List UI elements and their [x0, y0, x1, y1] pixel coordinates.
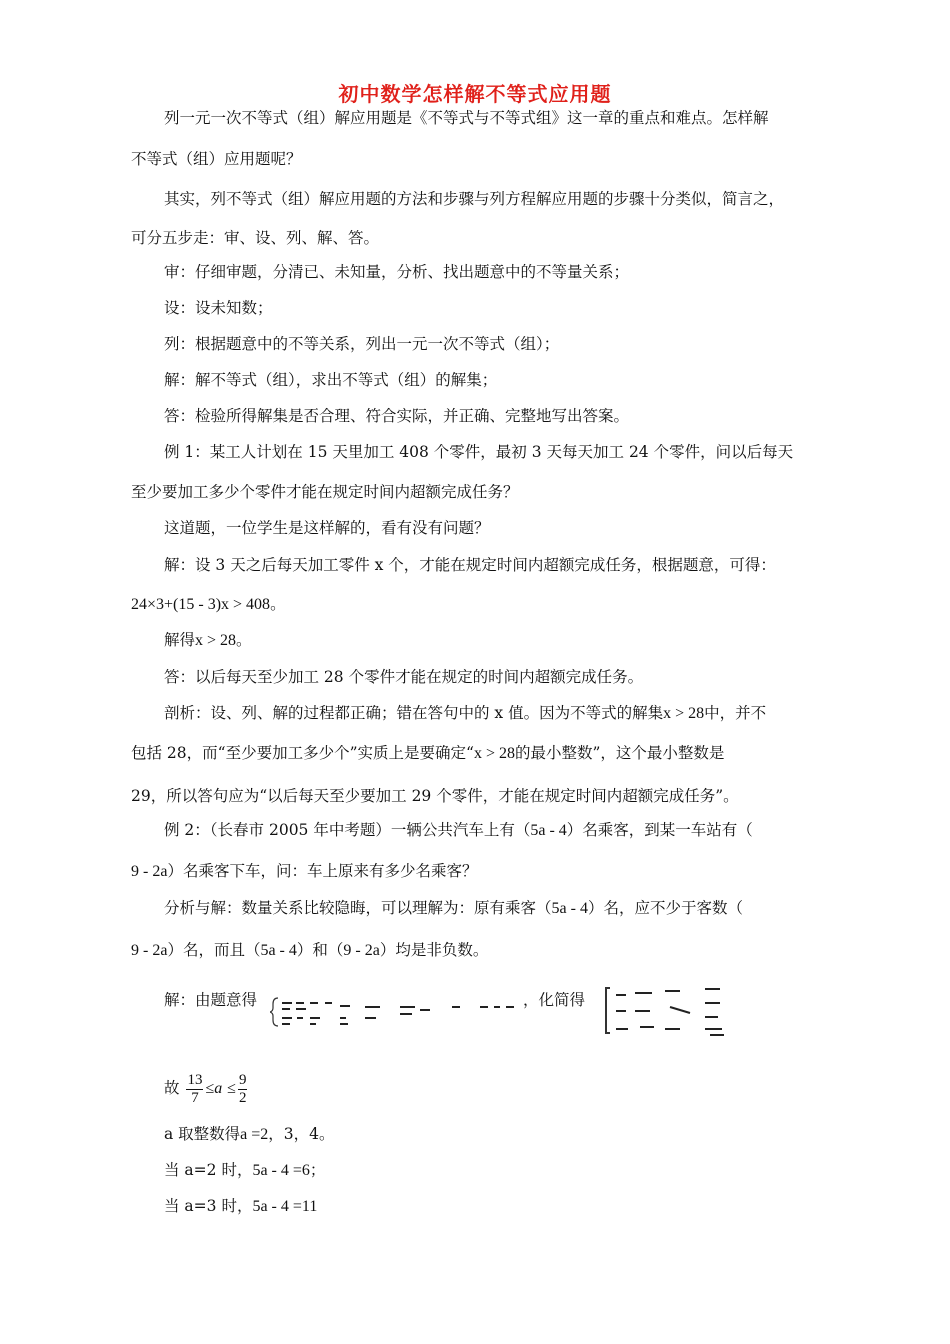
step-lie: 列：根据题意中的不等关系，列出一元一次不等式（组）；	[164, 335, 560, 353]
example1-analysis-text-a: 剖析：设、列、解的过程都正确；错在答句中的 x 值。因为不等式的解集	[164, 704, 664, 722]
example1-analysis-text-b: 中，并不	[704, 704, 767, 722]
variable-a: a	[214, 1080, 223, 1097]
example2-l4-math-3: 9 - 2a	[343, 942, 380, 959]
example2-l4-math-1: 9 - 2a	[131, 942, 168, 959]
example1-solved-end: 。	[236, 631, 252, 649]
example2-l4-text-a: ）名，而且（	[167, 941, 261, 959]
example2-l1-text-a: 例 2：（长春市 2005 年中考题）一辆公共汽车上有（	[164, 821, 531, 839]
step-da: 答：检验所得解集是否合理、符合实际，并正确、完整地写出答案。	[164, 407, 630, 425]
example1-answer: 答：以后每天至少加工 28 个零件才能在规定的时间内超额完成任务。	[164, 668, 644, 686]
example2-l5-text-a: 解：由题意得	[164, 991, 258, 1009]
example1-inequality-end: 。	[270, 595, 286, 613]
example2-case3-math: 5a - 4 =11	[252, 1198, 318, 1215]
example2-line-3	[164, 898, 743, 919]
example1-analysis2-text-b: 的最小整数”，这个最小整数是	[514, 744, 725, 762]
intro-paragraph-1-line-2: 不等式（组）应用题呢？	[131, 150, 302, 168]
fraction-denominator: 2	[238, 1089, 247, 1106]
example2-integer-line	[164, 1124, 335, 1145]
example2-int-text-b: ，3，4。	[268, 1125, 335, 1143]
example2-fraction-line	[164, 1068, 249, 1109]
example2-case2-prefix: 当 a=2 时，	[164, 1161, 253, 1179]
example1-analysis-line-2	[131, 743, 724, 764]
example2-l1-math: 5a - 4	[530, 822, 567, 839]
example2-l5-text-b: ，化简得	[523, 991, 586, 1009]
fraction-numerator: 13	[187, 1071, 203, 1088]
intro-paragraph-2-line-2: 可分五步走：审、设、列、解、答。	[131, 229, 380, 247]
leq-symbol: ≤	[227, 1080, 236, 1097]
simplified-system-image	[600, 985, 750, 1037]
example2-case3-prefix: 当 a=3 时，	[164, 1197, 253, 1215]
example2-l3-math: 5a - 4	[551, 900, 588, 917]
step-she: 设：设未知数；	[164, 299, 273, 317]
example1-analysis-line-3: 29，所以答句应为“以后每天至少要加工 29 个零件，才能在规定时间内超额完成任务”。	[131, 787, 739, 805]
example2-case2-math: 5a - 4 =6	[252, 1162, 310, 1179]
example2-int-math: a =2	[240, 1126, 269, 1143]
example1-line-1: 例 1：某工人计划在 15 天里加工 408 个零件，最初 3 天每天加工 24 个零件，问以后每天	[164, 443, 794, 461]
example2-l1-text-b: ）名乘客，到某一车站有（	[566, 821, 753, 839]
example2-frac-prefix: 故	[164, 1079, 180, 1097]
example2-case2-end: ；	[309, 1161, 326, 1179]
example1-analysis2-math: x > 28	[473, 745, 515, 762]
example1-line-2: 至少要加工多少个零件才能在规定时间内超额完成任务？	[131, 483, 519, 501]
fraction-denominator: 7	[191, 1089, 199, 1106]
example2-l2-math: 9 - 2a	[131, 863, 168, 880]
step-jie: 解：解不等式（组），求出不等式（组）的解集；	[164, 371, 498, 389]
example2-line-5-simplified-label	[523, 990, 585, 1010]
example1-analysis-line-1	[164, 703, 766, 724]
example2-case-a3	[164, 1196, 317, 1217]
example2-int-text-a: a 取整数得	[164, 1125, 241, 1143]
fraction-9-over-2	[238, 1072, 248, 1107]
example1-analysis2-text-a: 包括 28，而“至少要加工多少个”实质上是要确定“	[131, 744, 474, 762]
example2-l3-text-a: 分析与解：数量关系比较隐晦，可以理解为：原有乘客（	[164, 899, 552, 917]
document-title: 初中数学怎样解不等式应用题	[338, 82, 612, 106]
example2-l4-math-2: 5a - 4	[260, 942, 297, 959]
example2-l4-text-b: ）和（	[296, 941, 344, 959]
system-of-inequalities-image	[270, 996, 520, 1028]
example1-solved-prefix: 解得	[164, 631, 196, 649]
example2-line-4	[131, 940, 488, 961]
step-shen: 审：仔细审题，分清已、未知量，分析、找出题意中的不等量关系；	[164, 263, 630, 281]
example1-solved-line	[164, 630, 252, 651]
example2-l4-text-c: ）均是非负数。	[379, 941, 489, 959]
example2-line-5	[164, 990, 257, 1010]
example2-line-2	[131, 861, 477, 882]
fraction-13-over-7	[186, 1072, 203, 1107]
example2-l3-text-b: ）名，应不少于客数（	[587, 899, 743, 917]
example2-line-1	[164, 820, 753, 841]
leq-symbol: ≤	[205, 1080, 215, 1097]
example2-l2-text: ）名乘客下车，问：车上原来有多少名乘客？	[167, 862, 478, 880]
example1-inequality-line	[131, 594, 286, 615]
example1-line-4: 解：设 3 天之后每天加工零件 x 个，才能在规定时间内超额完成任务，根据题意，可得：	[164, 556, 776, 574]
example1-line-3: 这道题，一位学生是这样解的，看有没有问题？	[164, 519, 490, 537]
example1-analysis-math: x > 28	[663, 705, 705, 722]
example2-case-a2	[164, 1160, 325, 1181]
example1-solved-math: x > 28	[195, 632, 237, 649]
fraction-numerator: 9	[238, 1071, 247, 1088]
example1-inequality: 24×3+(15 - 3)x > 408	[131, 596, 271, 613]
intro-paragraph-2-line-1: 其实，列不等式（组）解应用题的方法和步骤与列方程解应用题的步骤十分类似，简言之，	[164, 190, 785, 208]
intro-paragraph-1-line-1: 列一元一次不等式（组）解应用题是《不等式与不等式组》这一章的重点和难点。怎样解	[164, 109, 769, 127]
